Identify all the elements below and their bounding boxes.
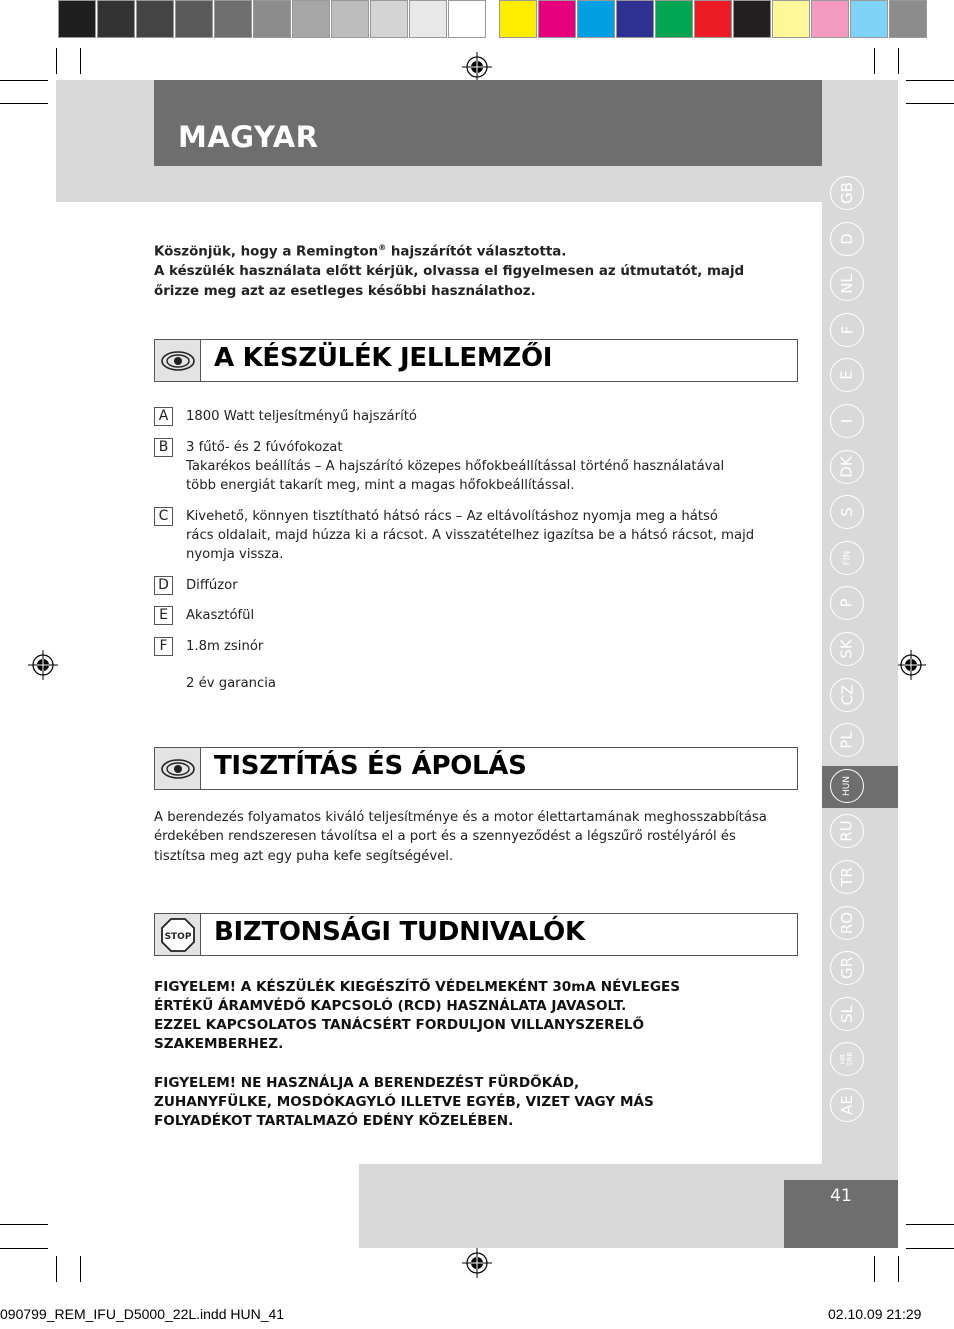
crop-mark [874, 48, 875, 74]
color-swatch [889, 0, 927, 38]
language-tab-label: TR [838, 867, 856, 887]
language-tab-d[interactable] [830, 222, 864, 256]
intro-line: Köszönjük, hogy a Remington [154, 244, 379, 260]
language-tab-sk[interactable] [830, 632, 864, 666]
language-tab-label: SL [837, 1004, 856, 1023]
language-tab-label: DK [837, 455, 856, 478]
language-tab-label: RU [838, 820, 856, 843]
language-tab-label: AE [838, 1095, 856, 1115]
print-slug-file: 090799_REM_IFU_D5000_22L.indd HUN_41 [0, 1306, 285, 1322]
color-swatch [136, 0, 174, 38]
intro-text [154, 238, 794, 302]
color-swatch [694, 0, 732, 38]
header-lower-band [154, 166, 822, 202]
language-tab-label: SK [837, 639, 856, 659]
color-swatch [97, 0, 135, 38]
feature-text [186, 576, 774, 595]
warning-line: ÉRTÉKŰ ÁRAMVÉDŐ KAPCSOLÓ (RCD) HASZNÁLATA JAVASOLT. [154, 998, 627, 1014]
language-tab-label: GR [837, 957, 856, 980]
crop-mark [906, 80, 954, 81]
language-tab-tr[interactable] [830, 860, 864, 894]
crop-mark [906, 1248, 954, 1249]
warning-line: FIGYELEM! A KÉSZÜLÉK KIEGÉSZÍTŐ VÉDELMEKÉNT 30mA NÉVLEGES [154, 979, 681, 995]
intro-line: hajszárítót választotta. [386, 244, 567, 260]
section-title: A KÉSZÜLÉK JELLEMZŐI [214, 343, 553, 373]
color-swatch [733, 0, 771, 38]
language-tab-label: RO [837, 911, 856, 934]
language-tab-s[interactable] [830, 495, 864, 529]
language-tab-label: PL [838, 731, 856, 749]
section-header-features [154, 339, 798, 382]
language-tab-f[interactable] [830, 313, 864, 347]
language-tab-dk[interactable] [830, 450, 864, 484]
feature-item [154, 407, 774, 426]
feature-text [186, 438, 774, 496]
feature-line: rács oldalait, majd húzza ki a rácsot. A visszatételhez igazítsa be a hátsó rácsot, majd [186, 528, 755, 544]
warning-line: ZUHANYFÜLKE, MOSDÓKAGYLÓ ILLETVE EGYÉB, VIZET VAGY MÁS [154, 1094, 654, 1110]
crop-mark [56, 1256, 57, 1282]
language-tab-fin[interactable] [830, 541, 864, 575]
color-swatch [58, 0, 96, 38]
language-tab-pl[interactable] [830, 723, 864, 757]
warning-line: FOLYADÉKOT TARTALMAZÓ EDÉNY KÖZELÉBEN. [154, 1113, 514, 1129]
crop-mark [0, 80, 48, 81]
feature-letter: F [154, 637, 173, 656]
section-header-cleaning [154, 747, 798, 790]
page-title: MAGYAR [178, 120, 319, 154]
color-swatch [370, 0, 408, 38]
language-tab-i[interactable] [830, 404, 864, 438]
language-tab-ae[interactable] [830, 1088, 864, 1122]
section-title: TISZTÍTÁS ÉS ÁPOLÁS [214, 751, 527, 781]
feature-letter: E [154, 606, 173, 625]
language-tab-label: NL [837, 274, 856, 294]
cleaning-paragraph [154, 808, 794, 866]
section-header-safety [154, 913, 798, 956]
feature-letter: C [154, 507, 173, 526]
language-tab-label: F [837, 325, 856, 335]
color-calibration-bar [58, 0, 928, 38]
language-tab-nl[interactable] [830, 267, 864, 301]
feature-letter: A [154, 407, 173, 426]
registration-mark-icon [462, 1248, 492, 1278]
grey-panel-left [56, 80, 154, 202]
warning-line: SZAKEMBERHEZ. [154, 1036, 284, 1052]
warning-2 [154, 1074, 794, 1131]
color-swatch [772, 0, 810, 38]
warranty-text: 2 év garancia [186, 676, 277, 691]
language-tab-cz[interactable] [830, 678, 864, 712]
color-swatch [448, 0, 486, 38]
color-swatch [253, 0, 291, 38]
language-tab-label: GB [837, 182, 856, 204]
crop-mark [80, 48, 81, 74]
language-tab-label: HR SRB [839, 1052, 854, 1067]
crop-mark [0, 1248, 48, 1249]
feature-line: Diffúzor [186, 578, 238, 593]
registration-mark-icon [896, 650, 926, 680]
registered-mark: ® [378, 243, 387, 252]
color-swatch [331, 0, 369, 38]
crop-mark [874, 1256, 875, 1282]
feature-item [154, 637, 774, 656]
color-swatch [214, 0, 252, 38]
crop-mark [898, 1256, 899, 1282]
warning-line: FIGYELEM! NE HASZNÁLJA A BERENDEZÉST FÜRDŐKÁD, [154, 1075, 580, 1091]
feature-text [186, 407, 774, 426]
stop-icon-text: STOP [164, 931, 191, 942]
feature-letter: B [154, 438, 173, 457]
color-swatch [499, 0, 537, 38]
color-swatch [409, 0, 447, 38]
feature-line: Kivehető, könnyen tisztítható hátsó rács – Az eltávolításhoz nyomja meg a hátsó [186, 509, 718, 524]
section-title: BIZTONSÁGI TUDNIVALÓK [214, 917, 585, 947]
paragraph-line: A berendezés folyamatos kiváló teljesítménye és a motor élettartamának meghosszabbítása [154, 810, 767, 825]
color-swatch [616, 0, 654, 38]
language-tab-label: HUN [842, 775, 852, 796]
crop-mark [906, 103, 954, 104]
color-gap [487, 0, 499, 38]
language-tab-label: FIN [841, 550, 852, 566]
registration-mark-icon [462, 52, 492, 82]
color-swatch [538, 0, 576, 38]
color-swatch [811, 0, 849, 38]
color-swatch [577, 0, 615, 38]
feature-letter: D [154, 576, 173, 595]
intro-line: őrizze meg azt az esetleges későbbi használathoz. [154, 284, 536, 300]
feature-item [154, 438, 774, 496]
feature-item [154, 576, 774, 595]
paragraph-line: érdekében rendszeresen távolítsa el a port és a szennyeződést a légszűrő rostélyáról és [154, 829, 736, 845]
feature-text [186, 637, 774, 656]
feature-line: 1.8m zsinór [186, 639, 264, 654]
intro-line: A készülék használata előtt kérjük, olvassa el figyelmesen az útmutatót, majd [154, 264, 745, 280]
language-tab-label: I [838, 418, 856, 424]
crop-mark [80, 1256, 81, 1282]
feature-line: nyomja vissza. [186, 547, 284, 563]
feature-item [154, 606, 774, 625]
feature-line: több energiát takarít meg, mint a magas hőfokbeállítással. [186, 478, 575, 494]
crop-mark [56, 48, 57, 74]
eye-icon [160, 349, 196, 373]
crop-mark [0, 103, 48, 104]
feature-line: Akasztófül [186, 608, 255, 623]
feature-line: 1800 Watt teljesítményű hajszárító [186, 409, 417, 424]
feature-line: Takarékos beállítás – A hajszárító közepes hőfokbeállítással történő használatával [186, 459, 725, 475]
print-slug-date: 02.10.09 21:29 [828, 1306, 922, 1322]
crop-mark [0, 1224, 48, 1225]
language-tab-label: E [837, 370, 856, 381]
eye-icon [160, 757, 196, 781]
registration-mark-icon [28, 650, 58, 680]
language-tab-label: CZ [838, 684, 856, 705]
feature-text [186, 606, 774, 625]
warning-1 [154, 978, 794, 1054]
language-tab-label: S [838, 507, 856, 517]
language-tab-label: D [838, 232, 856, 245]
language-tab-sl[interactable] [830, 997, 864, 1031]
feature-text [186, 507, 774, 565]
language-tab-hun[interactable] [830, 769, 864, 803]
warning-line: EZZEL KAPCSOLATOS TANÁCSÉRT FORDULJON VILLANYSZERELŐ [154, 1017, 645, 1033]
language-tab-label: P [837, 598, 856, 608]
crop-mark [898, 48, 899, 74]
stop-icon [161, 918, 195, 952]
language-tab-gb[interactable] [830, 176, 864, 210]
language-tab-ro[interactable] [830, 906, 864, 940]
color-swatch [655, 0, 693, 38]
color-swatch [850, 0, 888, 38]
page-number: 41 [830, 1186, 852, 1206]
feature-item [154, 507, 774, 565]
paragraph-line: tisztítsa meg azt egy puha kefe segítségével. [154, 848, 454, 864]
color-swatch [175, 0, 213, 38]
feature-line: 3 fűtő- és 2 fúvófokozat [186, 440, 343, 455]
color-swatch [292, 0, 330, 38]
crop-mark [906, 1224, 954, 1225]
language-tab-gr[interactable] [830, 951, 864, 985]
